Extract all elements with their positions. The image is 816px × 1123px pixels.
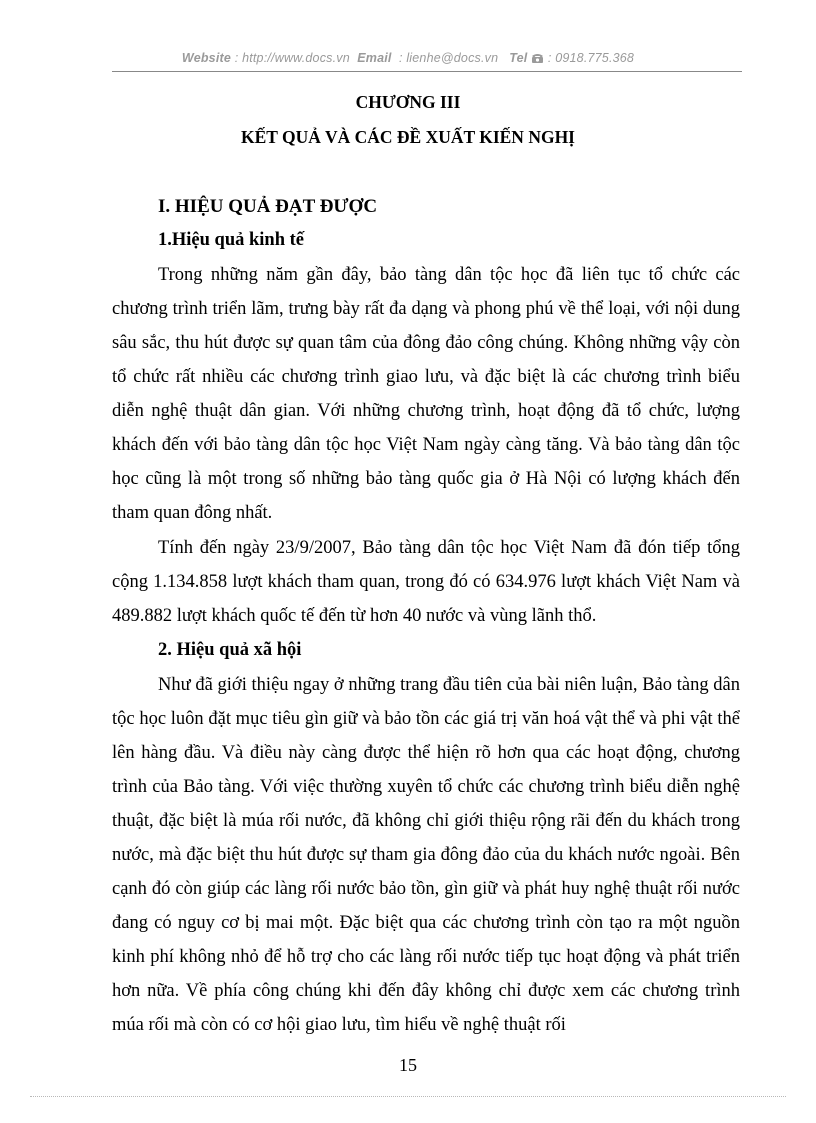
chapter-title: KẾT QUẢ VÀ CÁC ĐỀ XUẤT KIẾN NGHỊ xyxy=(240,127,575,147)
website-value: : http://www.docs.vn xyxy=(234,51,350,65)
tel-label: Tel xyxy=(509,51,528,65)
page-bottom-border xyxy=(30,1096,786,1097)
page-header xyxy=(0,51,816,67)
email-value: : lienhe@docs.vn xyxy=(398,51,499,65)
header-divider xyxy=(112,71,742,72)
subsection-heading-social: 2. Hiệu quả xã hội xyxy=(158,640,302,660)
paragraph-economic-1: Trong những năm gần đây, bảo tàng dân tộc học đã liên tục tổ chức các chương trình triển lãm, trưng bày rất đa dạng và phong phú về thể loại, với nội dung sâu sắc, thu hút được sự quan tâm của đông đảo công chúng. Không những vậy còn tổ chức rất nhiều các chương trình giao lưu, và đặc biệt là các chương trình biểu diễn nghệ thuật dân gian. Với những chương trình, hoạt động đã tổ chức, lượng khách đến với bảo tàng dân tộc học Việt Nam ngày càng tăng. Và bảo tàng dân tộc học cũng là một trong số những bảo tàng quốc gia ở Hà Nội có lượng khách đến tham quan đông nhất. xyxy=(112,265,740,523)
phone-icon xyxy=(531,52,544,67)
website-label: Website xyxy=(181,51,232,65)
paragraph-economic-2: Tính đến ngày 23/9/2007, Bảo tàng dân tộc học Việt Nam đã đón tiếp tổng cộng 1.134.858 lượt khách tham quan, trong đó có 634.976 lượt khách Việt Nam và 489.882 lượt khách quốc tế đến từ hơn 40 nước và vùng lãnh thổ. xyxy=(112,538,740,626)
tel-value: : 0918.775.368 xyxy=(547,51,635,65)
chapter-number: CHƯƠNG III xyxy=(355,92,461,112)
section-heading: I. HIỆU QUẢ ĐẠT ĐƯỢC xyxy=(158,196,378,217)
page-number: 15 xyxy=(399,1055,417,1075)
paragraph-social-1: Như đã giới thiệu ngay ở những trang đầu tiên của bài niên luận, Bảo tàng dân tộc học luôn đặt mục tiêu gìn giữ và bảo tồn các giá trị văn hoá vật thể và phi vật thể lên hàng đầu. Và điều này càng được thể hiện rõ hơn qua các hoạt động, chương trình của Bảo tàng. Với việc thường xuyên tổ chức các chương trình biểu diễn nghệ thuật, đặc biệt là múa rối nước, đã không chỉ giới thiệu rộng rãi đến du khách trong nước, mà đặc biệt thu hút được sự tham gia đông đảo của du khách nước ngoài. Bên cạnh đó còn giúp các làng rối nước bảo tồn, gìn giữ và phát huy nghệ thuật rối nước đang có nguy cơ bị mai một. Đặc biệt qua các chương trình còn tạo ra một nguồn kinh phí không nhỏ để hỗ trợ cho các làng rối nước tiếp tục hoạt động và phát triển hơn nữa. Về phía công chúng khi đến đây không chỉ được xem các chương trình múa rối mà còn có cơ hội giao lưu, tìm hiểu về nghệ thuật rối xyxy=(112,675,740,1035)
subsection-heading-economic: 1.Hiệu quả kinh tế xyxy=(158,230,304,250)
email-label: Email xyxy=(357,51,392,65)
